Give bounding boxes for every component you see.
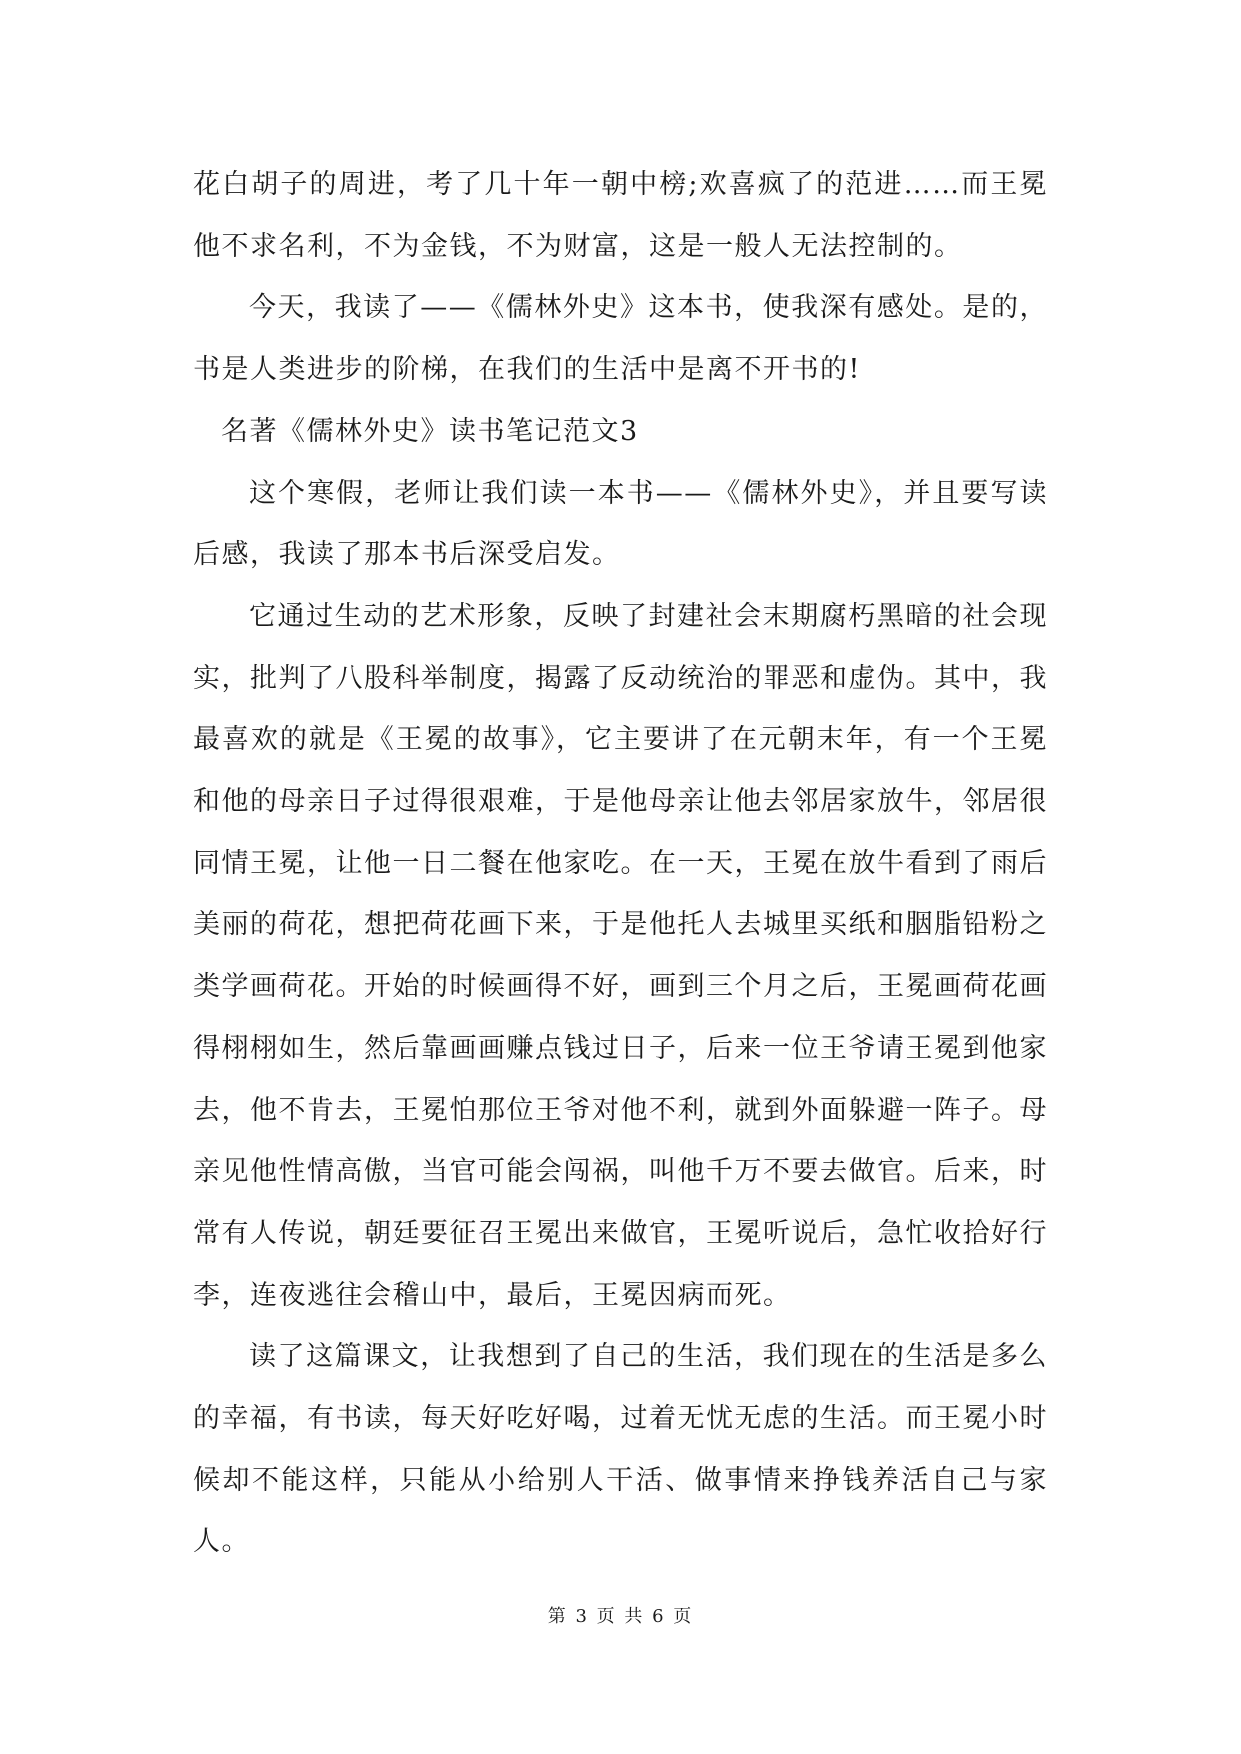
page-number-footer: 第 3 页 共 6 页 (547, 1606, 694, 1627)
paragraph-continuation: 花白胡子的周进，考了几十年一朝中榜;欢喜疯了的范进……而王冕他不求名利，不为金钱，不为财富，这是一般人无法控制的。 (193, 169, 1048, 262)
paragraph-winter-break: 这个寒假，老师让我们读一本书——《儒林外史》，并且要写读后感，我读了那本书后深受启发。 (193, 477, 1048, 571)
paragraph-own-life: 读了这篇课文，让我想到了自己的生活，我们现在的生活是多么的幸福，有书读，每天好吃好喝，过着无忧无虑的生活。而王冕小时候却不能这样，只能从小给别人干活、做事情来挣钱养活自己与家人。 (193, 1341, 1048, 1558)
paragraph-reading-reflection: 今天，我读了——《儒林外史》这本书，使我深有感处。是的，书是人类进步的阶梯，在我们的生活中是离不开书的! (193, 292, 1048, 386)
section-heading: 名著《儒林外史》读书笔记范文3 (221, 415, 639, 447)
paragraph-wang-mian-story: 它通过生动的艺术形象，反映了封建社会末期腐朽黑暗的社会现实，批判了八股科举制度，揭露了反动统治的罪恶和虚伪。其中，我最喜欢的就是《王冕的故事》，它主要讲了在元朝末年，有一个王冕和他的母亲日子过得很艰难，于是他母亲让他去邻居家放牛，邻居很同情王冕，让他一日二餐在他家吃。在一天，王冕在放牛看到了雨后美丽的荷花，想把荷花画下来，于是他托人去城里买纸和胭脂铅粉之类学画荷花。开始的时候画得不好，画到三个月之后，王冕画荷花画得栩栩如生，然后靠画画赚点钱过日子，后来一位王爷请王冕到他家去，他不肯去，王冕怕那位王爷对他不利，就到外面躲避一阵子。母亲见他性情高傲，当官可能会闯祸，叫他千万不要去做官。后来，时常有人传说，朝廷要征召王冕出来做官，王冕听说后，急忙收拾好行李，连夜逃往会稽山中，最后，王冕因病而死。 (193, 600, 1048, 1311)
document-body (193, 154, 1048, 1573)
